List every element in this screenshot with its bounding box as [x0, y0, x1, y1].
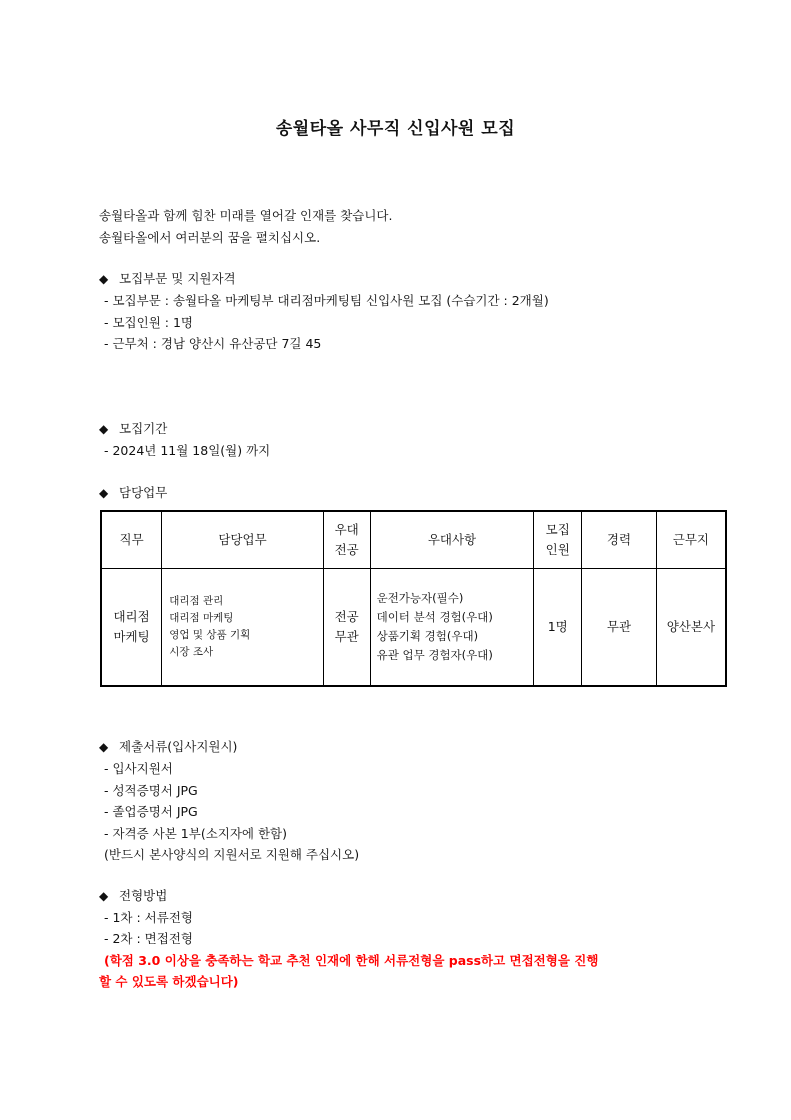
recruit-item: - 모집부문 : 송월타올 마케팅부 대리점마케팅팀 신입사원 모집 (수습기간 : 2개월) — [104, 293, 549, 308]
diamond-bullet-icon: ◆ — [99, 486, 109, 500]
recruit-item: - 근무처 : 경남 양산시 유산공단 7길 45 — [104, 336, 322, 351]
header-major-line: 우대 — [334, 521, 359, 537]
cell-job-line: 대리점 — [113, 608, 150, 624]
section-duty-heading — [99, 484, 167, 502]
process-note-line-2: 할 수 있도록 하겠습니다) — [99, 974, 239, 989]
section-recruit-title: 모집부문 및 지원자격 — [119, 271, 236, 286]
recruit-item: - 모집인원 : 1명 — [104, 315, 193, 330]
process-item: - 1차 : 서류전형 — [104, 910, 193, 925]
header-count-line: 인원 — [545, 541, 570, 557]
header-location: 근무지 — [656, 511, 726, 568]
page-title: 송월타올 사무직 신입사원 모집 — [275, 119, 516, 139]
cell-job-line: 마케팅 — [113, 628, 150, 644]
duty-table — [100, 510, 727, 687]
document-item: - 졸업증명서 JPG — [104, 804, 198, 819]
header-duty: 담당업무 — [162, 511, 324, 568]
duty-item: 대리점 관리 — [169, 594, 224, 607]
table-row — [101, 568, 726, 686]
cell-major-line: 전공 — [334, 608, 359, 624]
process-item: - 2차 : 면접전형 — [104, 931, 193, 946]
header-pref: 우대사항 — [370, 511, 534, 568]
duty-item: 영업 및 상품 기획 — [169, 628, 251, 641]
pref-item: 유관 업무 경험자(우대) — [376, 647, 493, 662]
header-major-line: 전공 — [334, 541, 359, 557]
pref-item: 상품기획 경험(우대) — [376, 628, 479, 643]
cell-major-line: 무관 — [334, 628, 359, 644]
section-documents-heading — [99, 738, 237, 756]
document-item: - 입사지원서 — [104, 761, 173, 776]
section-process-title: 전형방법 — [119, 888, 168, 903]
cell-duties — [162, 568, 324, 686]
section-recruit-heading — [99, 270, 236, 288]
diamond-bullet-icon: ◆ — [99, 422, 109, 436]
table-header-row — [101, 511, 726, 568]
cell-job — [101, 568, 162, 686]
section-documents-title: 제출서류(입사지원시) — [119, 739, 238, 754]
section-process-heading — [99, 887, 167, 905]
document-item: - 자격증 사본 1부(소지자에 한함) — [104, 826, 288, 841]
intro-line-2: 송월타올에서 여러분의 꿈을 펼치십시오. — [99, 230, 321, 245]
header-count — [534, 511, 582, 568]
cell-count: 1명 — [534, 568, 582, 686]
header-job: 직무 — [101, 511, 162, 568]
cell-prefs — [370, 568, 534, 686]
cell-major — [323, 568, 370, 686]
cell-career: 무관 — [582, 568, 657, 686]
section-duty-title: 담당업무 — [119, 485, 168, 500]
pref-item: 데이터 분석 경험(우대) — [376, 609, 493, 624]
pref-item: 운전가능자(필수) — [376, 590, 464, 605]
duty-item: 대리점 마케팅 — [169, 611, 234, 624]
section-period-heading — [99, 420, 167, 438]
document-note: (반드시 본사양식의 지원서로 지원해 주십시오) — [104, 847, 360, 862]
header-major — [323, 511, 370, 568]
header-count-line: 모집 — [545, 521, 570, 537]
intro-line-1: 송월타올과 함께 힘찬 미래를 열어갈 인재를 찾습니다. — [99, 208, 393, 223]
period-item: - 2024년 11월 18일(월) 까지 — [104, 443, 271, 458]
header-career: 경력 — [582, 511, 657, 568]
process-note-line-1: (학점 3.0 이상을 충족하는 학교 추천 인재에 한해 서류전형을 pass하고 면접전형을 진행 — [104, 953, 599, 968]
diamond-bullet-icon: ◆ — [99, 272, 109, 286]
duty-item: 시장 조사 — [169, 645, 214, 658]
diamond-bullet-icon: ◆ — [99, 740, 109, 754]
diamond-bullet-icon: ◆ — [99, 889, 109, 903]
section-period-title: 모집기간 — [119, 421, 168, 436]
cell-location: 양산본사 — [656, 568, 726, 686]
document-item: - 성적증명서 JPG — [104, 783, 198, 798]
